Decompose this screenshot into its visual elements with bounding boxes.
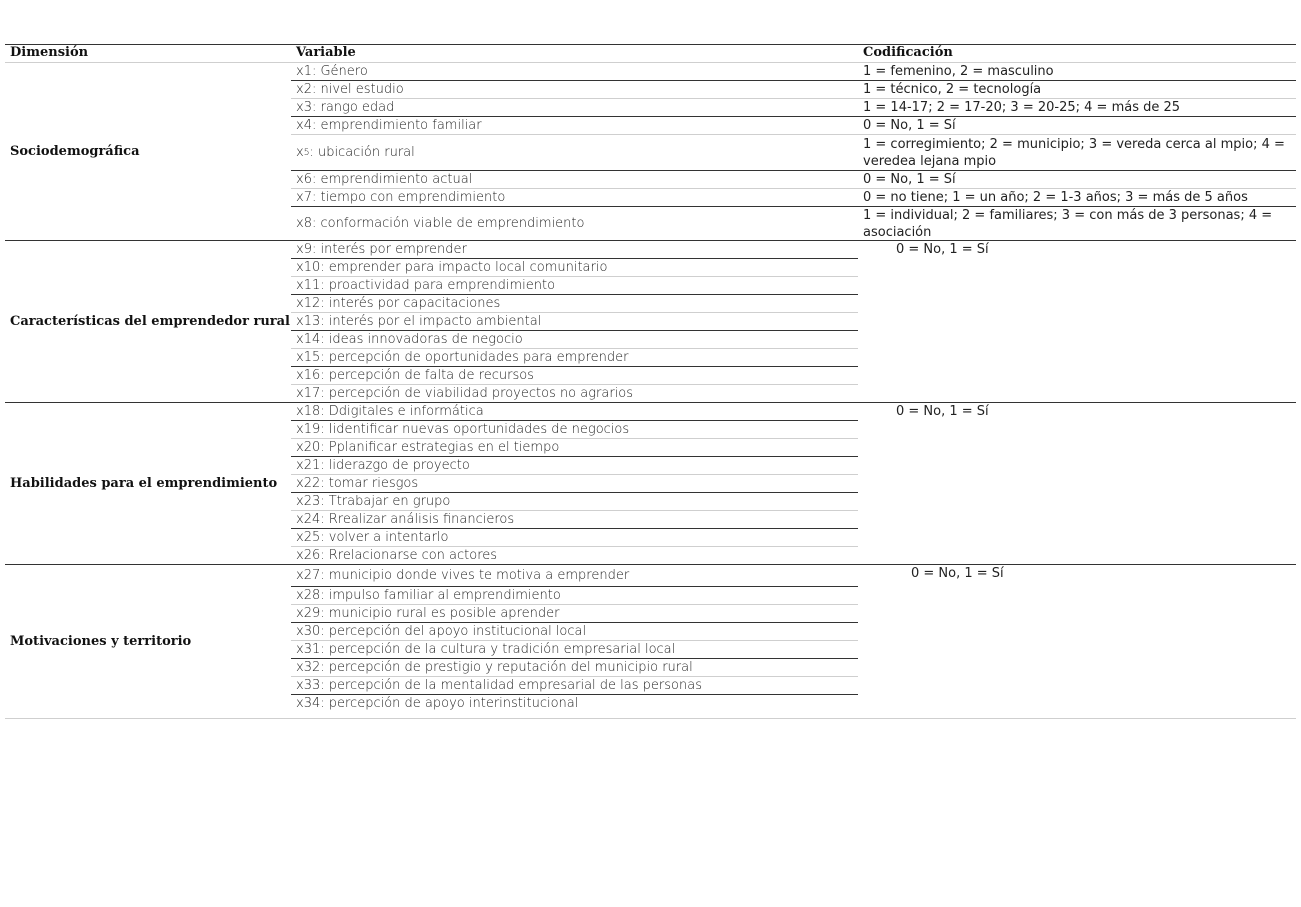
variable-cell: x27: municipio donde vives te motiva a emprender (296, 568, 630, 583)
coding-cell: 0 = no tiene; 1 = un año; 2 = 1-3 años; 3 = más de 5 años (863, 190, 1248, 205)
header-dimension: Dimensión (10, 45, 89, 60)
variable-cell: x9: interés por emprender (296, 242, 467, 257)
variable-cell: x16: percepción de falta de recursos (296, 368, 534, 383)
variable-cell: x20: Pplanificar estrategias en el tiempo (296, 440, 560, 455)
variable-cell: x17: percepción de viabilidad proyectos no agrarios (296, 386, 634, 401)
variable-cell: x29: municipio rural es posible aprender (296, 606, 560, 621)
variable-cell: x7: tiempo con emprendimiento (296, 190, 506, 205)
variable-cell: x30: percepción del apoyo institucional local (296, 624, 587, 639)
variable-cell: x15: percepción de oportunidades para emprender (296, 350, 629, 365)
dimension-label: Motivaciones y territorio (10, 634, 192, 649)
coding-cell: 0 = No, 1 = Sí (863, 172, 956, 187)
variable-cell: x8: conformación viable de emprendimiento (296, 216, 585, 231)
header-variable: Variable (296, 45, 356, 60)
variable-cell: x2: nivel estudio (296, 82, 404, 97)
variable-cell: x23: Ttrabajar en grupo (296, 494, 451, 509)
coding-cell: 1 = 14-17; 2 = 17-20; 3 = 20-25; 4 = más de 25 (863, 100, 1181, 115)
variable-cell: x14: ideas innovadoras de negocio (296, 332, 523, 347)
variable-cell: x31: percepción de la cultura y tradición empresarial local (296, 642, 676, 657)
variable-cell: x3: rango edad (296, 100, 395, 115)
variable-cell: x22: tomar riesgos (296, 476, 419, 491)
coding-cell: 1 = corregimiento; 2 = municipio; 3 = vereda cerca al mpio; 4 = veredea lejana mpio (863, 136, 1285, 169)
dimension-label: Características del emprendedor rural (10, 314, 290, 329)
coding-cell: 1 = femenino, 2 = masculino (863, 64, 1054, 79)
group-coding: 0 = No, 1 = Sí (896, 404, 989, 419)
variable-cell: x13: interés por el impacto ambiental (296, 314, 542, 329)
group-coding: 0 = No, 1 = Sí (896, 242, 989, 257)
variable-cell: x6: emprendimiento actual (296, 172, 473, 187)
variable-cell: x24: Rrealizar análisis financieros (296, 512, 515, 527)
dimension-label: Habilidades para el emprendimiento (10, 476, 278, 491)
variable-cell: x21: liderazgo de proyecto (296, 458, 470, 473)
coding-cell: 1 = individual; 2 = familiares; 3 = con más de 3 personas; 4 = asociación (863, 207, 1273, 240)
variable-cell: x10: emprender para impacto local comunitario (296, 260, 608, 275)
coding-cell: 0 = No, 1 = Sí (863, 118, 956, 133)
variable-cell: x12: interés por capacitaciones (296, 296, 501, 311)
variable-cell: x 5 : ubicación rural (296, 145, 415, 160)
variable-cell: x19: Iidentificar nuevas oportunidades de negocios (296, 422, 630, 437)
subscript: 5 (303, 147, 310, 158)
coding-cell: 1 = técnico, 2 = tecnología (863, 82, 1042, 97)
variable-cell: x32: percepción de prestigio y reputación del municipio rural (296, 660, 693, 675)
variable-cell: x28: impulso familiar al emprendimiento (296, 588, 561, 603)
variable-cell: x4: emprendimiento familiar (296, 118, 482, 133)
variable-cell: x33: percepción de la mentalidad empresarial de las personas (296, 678, 702, 693)
variable-cell: x11: proactividad para emprendimiento (296, 278, 556, 293)
group-coding: 0 = No, 1 = Sí (911, 566, 1004, 581)
table-top-rule (5, 44, 1296, 45)
variable-cell: x34: percepción de apoyo interinstitucional (296, 696, 579, 711)
variable-cell: x26: Rrelacionarse con actores (296, 548, 498, 563)
group-rule (5, 718, 1296, 719)
variable-cell: x1: Género (296, 64, 368, 79)
variable-cell: x18: Ddigitales e informática (296, 404, 484, 419)
variable-cell: x25: volver a intentarlo (296, 530, 449, 545)
dimension-label: Sociodemográfica (10, 144, 140, 159)
header-coding: Codificación (863, 45, 953, 60)
